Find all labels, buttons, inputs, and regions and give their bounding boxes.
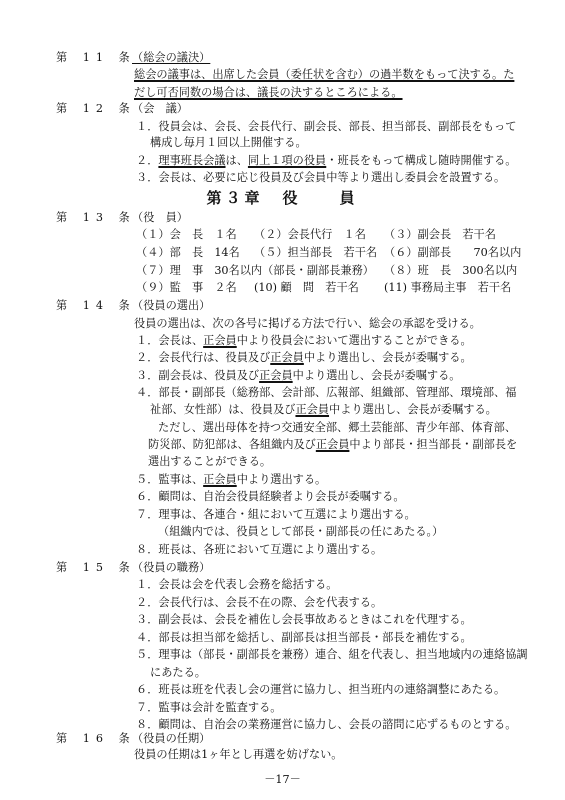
underlined-term: 正会員 bbox=[259, 369, 293, 382]
article-title: （役員の選出） bbox=[132, 299, 211, 312]
underlined-term: 正会員 bbox=[295, 403, 330, 416]
article-15-item: ３．副会長は、会長を補佐し会長事故あるときはこれを代理する。 bbox=[136, 613, 472, 626]
article-15-item: ６．班長は班を代表し会の運営に協力し、担当班内の連絡調整にあたる。 bbox=[136, 683, 506, 696]
article-15-item: ５．理事は（部長・副部長を兼務）連合、組を代表し、担当地域内の連絡協調 bbox=[136, 648, 528, 661]
article-title: （総会の議決） bbox=[132, 51, 211, 64]
article-14-item: ３．副会長は、役員及び正会員中より選出し、会長が委嘱する。 bbox=[136, 369, 461, 382]
article-14-intro: 役員の選出は、次の各号に掲げる方法で行い、総会の承認を受ける。 bbox=[134, 317, 481, 330]
roster-cell: (11) 事務局主事 若干名 bbox=[384, 281, 512, 294]
article-number: 第 12 条 bbox=[56, 102, 136, 115]
article-14-item: 祉部、女性部）は、役員及び正会員中より選出し、会長が委嘱する。 bbox=[150, 403, 497, 416]
article-title: （会 議） bbox=[132, 102, 188, 115]
article-number: 第 15 条 bbox=[56, 561, 136, 574]
article-12-item: ２．理事班長会議は、同上１項の役員・班長をもって構成し随時開催する。 bbox=[136, 154, 517, 167]
article-16-text: 役員の任期は1ヶ年とし再選を妨げない。 bbox=[134, 748, 343, 761]
underlined-term: 正会員 bbox=[203, 473, 237, 486]
roster-cell: （６）副部長 70名以内 bbox=[384, 246, 522, 259]
roster-cell: （９）監 事 ２名 bbox=[136, 281, 237, 294]
roster-cell: （７）理 事 30名以内（部長・副部長兼務） bbox=[136, 264, 374, 277]
article-14-item: 防災部、防犯部は、各組織内及び正会員中より部長・担当部長・副部長を bbox=[148, 438, 518, 451]
article-15-item: にあたる。 bbox=[150, 666, 206, 679]
article-11-text: 総会の議事は、出席した会員（委任状を含む）の過半数をもって決する。た bbox=[134, 68, 515, 81]
article-number: 第 14 条 bbox=[56, 299, 136, 312]
article-14-item: ２．会長代行は、役員及び正会員中より選出し、会長が委嘱する。 bbox=[136, 351, 472, 364]
underlined-term: 正会員 bbox=[270, 351, 304, 364]
underlined-term: 理事班長会議 bbox=[158, 154, 226, 167]
roster-cell: （３）副会長 若干名 bbox=[384, 228, 496, 241]
article-14-item: ８．班長は、各班において互選により選出する。 bbox=[136, 543, 383, 556]
article-15-item: ４．部長は担当部を総括し、副部長は担当部長・部長を補佐する。 bbox=[136, 631, 472, 644]
article-number: 第 16 条 bbox=[56, 732, 136, 745]
underlined-term: 正会員 bbox=[315, 438, 350, 451]
article-14-item: （組織内では、役員として部長・副部長の任にあたる。） bbox=[158, 525, 444, 538]
article-12-item: ３．会長は、必要に応じ役員及び会員中等より選出し委員会を設置する。 bbox=[136, 171, 506, 184]
article-14-item: ただし、選出母体を持つ交通安全部、郷土芸能部、青少年部、体育部、 bbox=[158, 421, 517, 434]
article-15-item: ２．会長代行は、会長不在の際、会を代表する。 bbox=[136, 596, 383, 609]
article-title: （役員の職務） bbox=[132, 561, 211, 574]
underlined-term: 正会員 bbox=[203, 334, 237, 347]
underlined-term: 同上１項の役員 bbox=[247, 154, 327, 167]
article-title: （役 員） bbox=[132, 211, 188, 224]
article-15-item: １．会長は会を代表し会務を総括する。 bbox=[136, 578, 338, 591]
article-number: 第 13 条 bbox=[56, 211, 136, 224]
article-12-item: 構成し毎月１回以上開催する。 bbox=[150, 136, 307, 149]
article-title: （役員の任期） bbox=[132, 732, 211, 745]
roster-cell: (10) 顧 問 若干名 bbox=[254, 281, 359, 294]
article-12-item: １．役員会は、会長、会長代行、副会長、部長、担当部長、副部長をもって bbox=[136, 120, 517, 133]
article-14-item: ５．監事は、正会員中より選出する。 bbox=[136, 473, 327, 486]
article-15-item: ７．監事は会計を監査する。 bbox=[136, 701, 282, 714]
roster-cell: （５）担当部長 若干名 bbox=[254, 246, 378, 259]
article-14-item: ６．顧問は、自治会役員経験者より会長が委嘱する。 bbox=[136, 490, 405, 503]
article-14-item: １．会長は、正会員中より役員会において選出することができる。 bbox=[136, 334, 472, 347]
roster-cell: （８）班 長 300名以内 bbox=[384, 264, 518, 277]
article-14-item: ４．部長・副部長（総務部、会計部、広報部、組織部、管理部、環境部、福 bbox=[136, 386, 517, 399]
article-number: 第 11 条 bbox=[56, 51, 136, 64]
roster-cell: （１）会 長 １名 bbox=[136, 228, 237, 241]
chapter-title: 第３章 役 員 bbox=[206, 189, 359, 207]
article-14-item: 選出することができる。 bbox=[148, 455, 272, 468]
roster-cell: （４）部 長 14名 bbox=[136, 246, 240, 259]
article-15-item: ８．顧問は、自治会の業務運営に協力し、会長の諮問に応ずるものとする。 bbox=[136, 718, 517, 731]
roster-cell: （２）会長代行 １名 bbox=[254, 228, 366, 241]
article-14-item: ７．理事は、各連合・組において互選により選出する。 bbox=[136, 508, 416, 521]
article-11-text: だし可否同数の場合は、議長の決するところによる。 bbox=[134, 86, 403, 99]
page-number: －17－ bbox=[264, 773, 301, 786]
